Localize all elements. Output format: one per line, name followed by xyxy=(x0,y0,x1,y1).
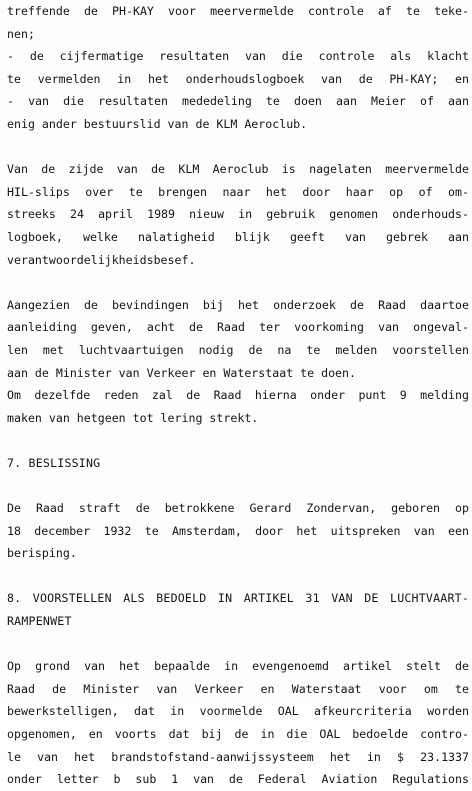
paragraph-raad xyxy=(7,294,469,430)
text-line: Op grond van het bepaalde in evengenoemd artikel stelt de xyxy=(7,659,469,674)
text-line: berisping. xyxy=(7,546,77,561)
text-line: - van die resultaten mededeling te doen aan Meier of aan xyxy=(7,94,469,109)
text-line: HIL-slips over te brengen naar het door haar op of om- xyxy=(7,184,469,199)
text-line: te vermelden in het onderhoudslogboek van de PH-KAY; en xyxy=(7,71,469,86)
spacer xyxy=(7,633,469,656)
text-line: aanleiding geven, acht de Raad ter voorkoming van ongeval- xyxy=(7,320,469,335)
paragraph-aeroclub xyxy=(7,158,469,271)
text-line: len met luchtvaartuigen nodig de na te melden voorstellen xyxy=(7,342,469,357)
text-line: - de cijfermatige resultaten van die controle als klacht xyxy=(7,49,469,64)
spacer xyxy=(7,429,469,452)
spacer xyxy=(7,271,469,294)
text-line: De Raad straft de betrokkene Gerard Zondervan, geboren op xyxy=(7,501,469,516)
text-line: onder letter b sub 1 van de Federal Aviation Regulations xyxy=(7,772,469,787)
text-line: streeks 24 april 1989 nieuw in gebruik genomen onderhouds- xyxy=(7,207,469,222)
text-line: Van de zijde van de KLM Aeroclub is nagelaten meervermelde xyxy=(7,162,469,177)
spacer xyxy=(7,136,469,159)
section-heading-8 xyxy=(7,587,469,632)
text-line: Om dezelfde reden zal de Raad hierna onder punt 9 melding xyxy=(7,388,469,403)
heading-line: 8. VOORSTELLEN ALS BEDOELD IN ARTIKEL 31 VAN DE LUCHTVAART- xyxy=(7,591,469,606)
paragraph-beslissing xyxy=(7,497,469,565)
text-line: 18 december 1932 te Amsterdam, door het uitspreken van een xyxy=(7,523,469,538)
text-line: Aangezien de bevindingen bij het onderzoek de Raad daartoe xyxy=(7,297,469,312)
text-line: bewerkstelligen, dat in voormelde OAL afkeurcriteria worden xyxy=(7,704,469,719)
spacer xyxy=(7,474,469,497)
text-line: aan de Minister van Verkeer en Waterstaat te doen. xyxy=(7,365,357,380)
text-line: logboek, welke nalatigheid blijk geeft van gebrek aan xyxy=(7,229,469,244)
text-line: opgenomen, en voorts dat bij de in die OAL bedoelde contro- xyxy=(7,727,469,741)
heading-line: RAMPENWET xyxy=(7,614,72,629)
text-line: treffende de PH-KAY voor meervermelde controle af te teke- xyxy=(7,4,469,18)
text-line: nen; xyxy=(7,26,35,41)
paragraph-intro xyxy=(7,0,469,136)
text-line: enig ander bestuurslid van de KLM Aeroclub. xyxy=(7,116,308,131)
text-line: maken van hetgeen tot lering strekt. xyxy=(7,410,259,425)
text-line: Raad de Minister van Verkeer en Waterstaat voor om te xyxy=(7,681,469,696)
text-line: le van het brandstofstand-aanwijssysteem het in $ 23.1337 xyxy=(7,749,469,764)
spacer xyxy=(7,565,469,588)
text-line: verantwoordelijkheidsbesef. xyxy=(7,252,196,267)
document-body xyxy=(7,0,469,791)
section-heading-7: 7. BESLISSING xyxy=(7,455,101,470)
paragraph-voorstellen xyxy=(7,655,469,791)
